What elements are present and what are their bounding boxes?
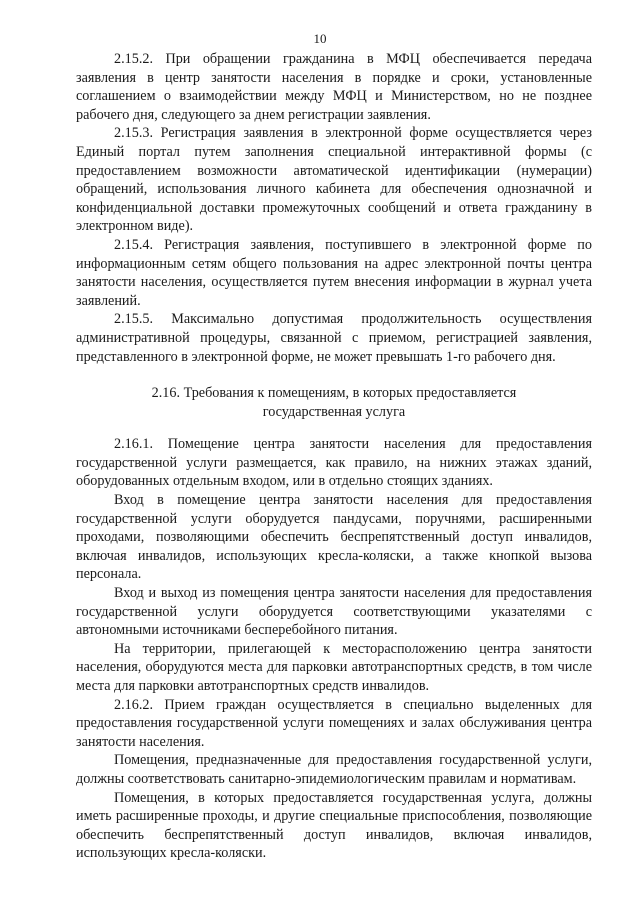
paragraph-2-15-2: 2.15.2. При обращении гражданина в МФЦ обеспечивается передача заявления в центр занятости населения в порядке и сроки, установленные соглашением о взаимодействии между МФЦ и Министерством, но не позднее рабочего дня, следующего за днем регистрации заявления. [76,51,592,123]
paragraph-parking: На территории, прилегающей к месторасположению центра занятости населения, оборудуются места для парковки автотранспортных средств, в том числе места для парковки автотранспортных средств инвалидов. [76,640,592,694]
paragraph-2-15-4: 2.15.4. Регистрация заявления, поступившего в электронной форме по информационным сетям общего пользования на адрес электронной почты центра занятости населения, осуществляется путем внесения информации в журнал учета заявлений. [76,236,592,309]
section-heading-2-16 [76,384,592,421]
paragraph-entrance-equipment: Вход в помещение центра занятости населения для предоставления государственной услуги оборудуется пандусами, поручнями, расширенными проходами, позволяющими обеспечить беспрепятственный доступ инвалидов, включая инвалидов, использующих кресла-коляски, а также кнопкой вызова персонала. [76,492,592,583]
page-number: 10 [313,31,327,46]
paragraph-entrance-signs: Вход и выход из помещения центра занятости населения для предоставления государственной услуги оборудуется соответствующими указателями с автономными источниками бесперебойного питания. [76,585,592,639]
document-body [76,50,592,863]
section-heading-line-2: государственная услуга [262,403,406,420]
paragraph-2-16-1: 2.16.1. Помещение центра занятости населения для предоставления государственной услуги размещается, как правило, на нижних этажах зданий, оборудованных отдельным входом, или в отдельно стоящих зданиях. [76,436,592,490]
paragraph-2-15-3: 2.15.3. Регистрация заявления в электронной форме осуществляется через Единый портал путем заполнения специальной интерактивной формы (с предоставлением возможности автоматической идентификации (нумерации) обращений, использования личного кабинета для обеспечения однозначной и конфиденциальной доставки промежуточных сообщений и ответа гражданину в электронном виде). [76,125,592,235]
paragraph-sanitary-rules: Помещения, предназначенные для предоставления государственной услуги, должны соответствовать санитарно-эпидемиологическим правилам и нормативам. [76,752,592,787]
paragraph-accessibility: Помещения, в которых предоставляется государственная услуга, должны иметь расширенные проходы, и другие специальные приспособления, позволяющие обеспечить беспрепятственный доступ инвалидов, включая инвалидов, использующих кресла-коляски. [76,789,592,862]
section-heading-line-1: 2.16. Требования к помещениям, в которых предоставляется [151,385,517,402]
paragraph-2-16-2: 2.16.2. Прием граждан осуществляется в специально выделенных для предоставления государственной услуги помещениях и залах обслуживания центра занятости населения. [76,696,592,750]
paragraph-2-15-5: 2.15.5. Максимально допустимая продолжительность осуществления административной процедуры, связанной с приемом, регистрацией заявления, представленного в электронной форме, не может превышать 1-го рабочего дня. [76,311,592,365]
